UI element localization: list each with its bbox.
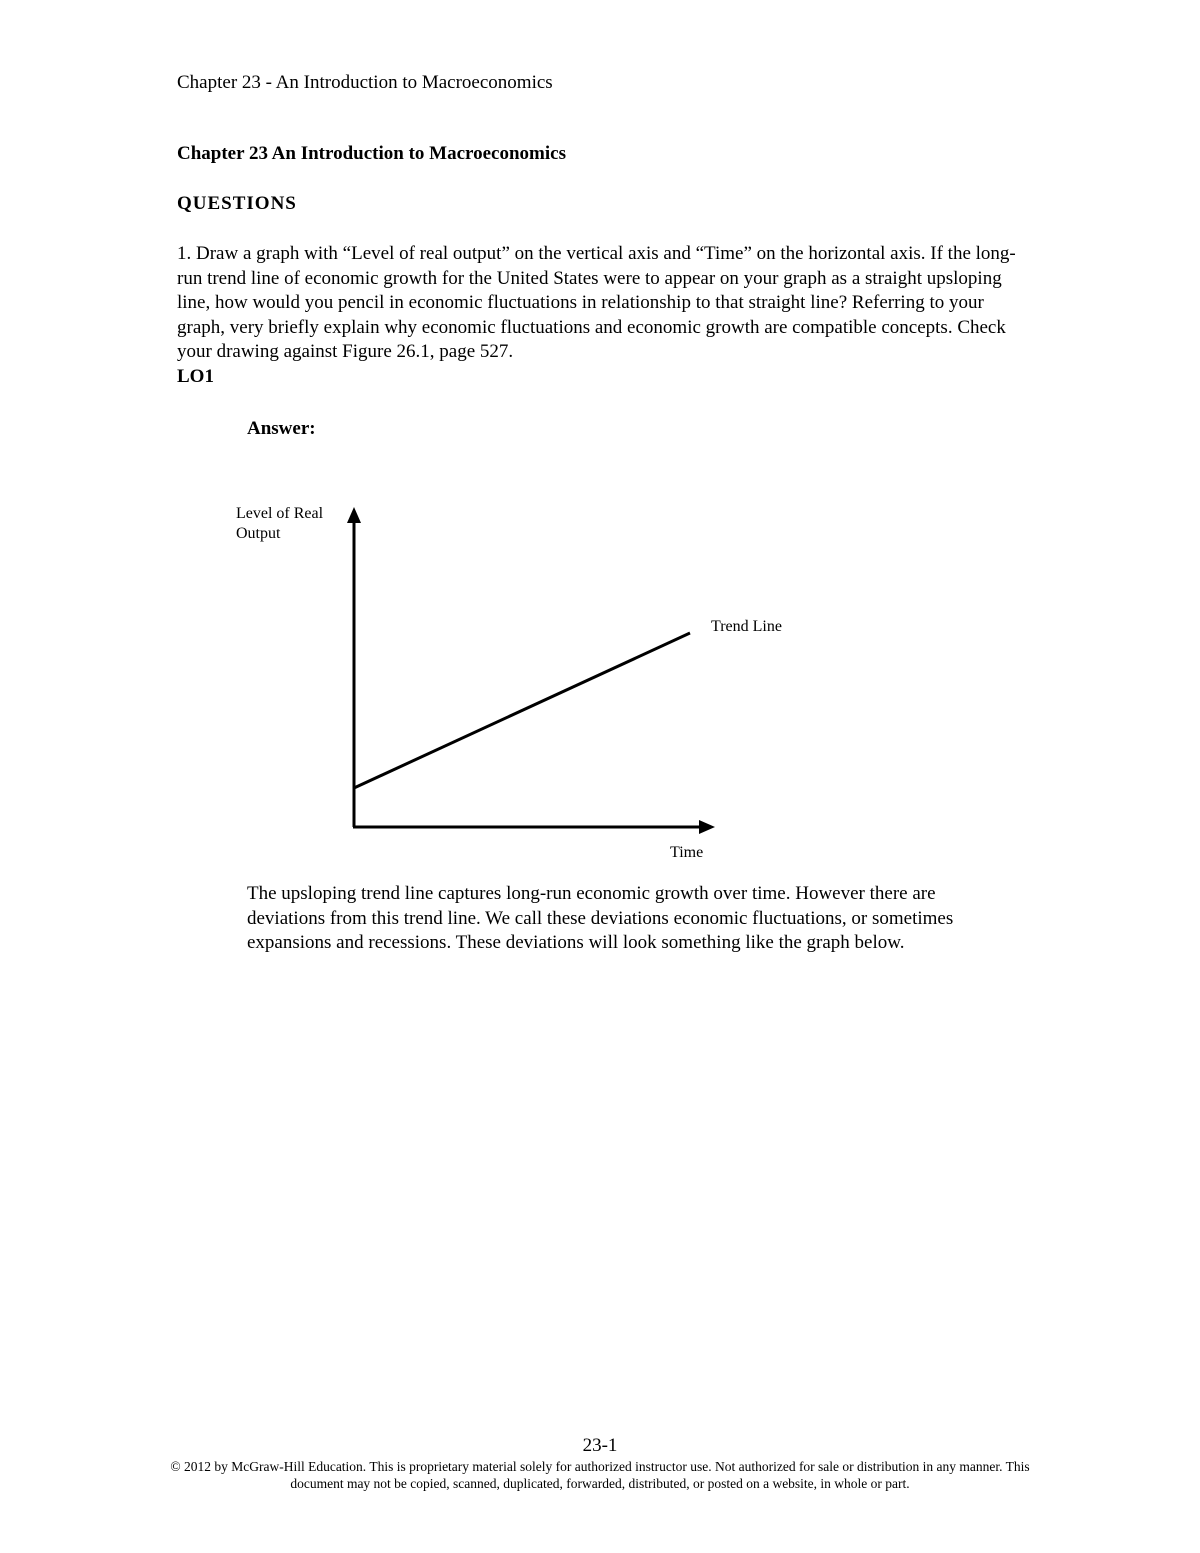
trend-line-label: Trend Line <box>711 618 782 635</box>
copyright-notice: © 2012 by McGraw-Hill Education. This is proprietary material solely for authorized instructor use. Not authorized for sale or distribution in any manner. This document may not be copied, scanned, duplicated, forwarded, distributed, or posted on a website, in whole or part. <box>170 1459 1030 1491</box>
page-number: 23-1 <box>582 1435 618 1456</box>
x-axis-label: Time <box>670 844 704 861</box>
explanation-text: The upsloping trend line captures long-run economic growth over time. However there are deviations from this trend line. We call these deviations economic fluctuations, or sometimes expansions and recessions. These deviations will look something like the graph below. <box>247 883 954 954</box>
learning-objective: LO1 <box>177 365 214 387</box>
question-text: 1. Draw a graph with “Level of real output” on the vertical axis and “Time” on the horizontal axis. If the long-run trend line of economic growth for the United States were to appear on your graph as a straight upsloping line, how would you pencil in economic fluctuations in relationship to that straight line? Referring to your graph, very briefly explain why economic fluctuations and economic growth are compatible concepts. Check your drawing against Figure 26.1, page 527. <box>177 243 1016 363</box>
running-header: Chapter 23 - An Introduction to Macroeconomics <box>177 72 553 93</box>
answer-label: Answer: <box>247 418 316 439</box>
x-axis-arrowhead <box>699 820 715 834</box>
trend-line <box>354 633 690 788</box>
chapter-title: Chapter 23 An Introduction to Macroeconomics <box>177 143 566 164</box>
section-heading: QUESTIONS <box>177 193 297 214</box>
y-axis-label-line1: Level of Real <box>236 505 324 522</box>
y-axis-label-line2: Output <box>236 525 281 542</box>
y-axis-arrowhead <box>347 507 361 523</box>
